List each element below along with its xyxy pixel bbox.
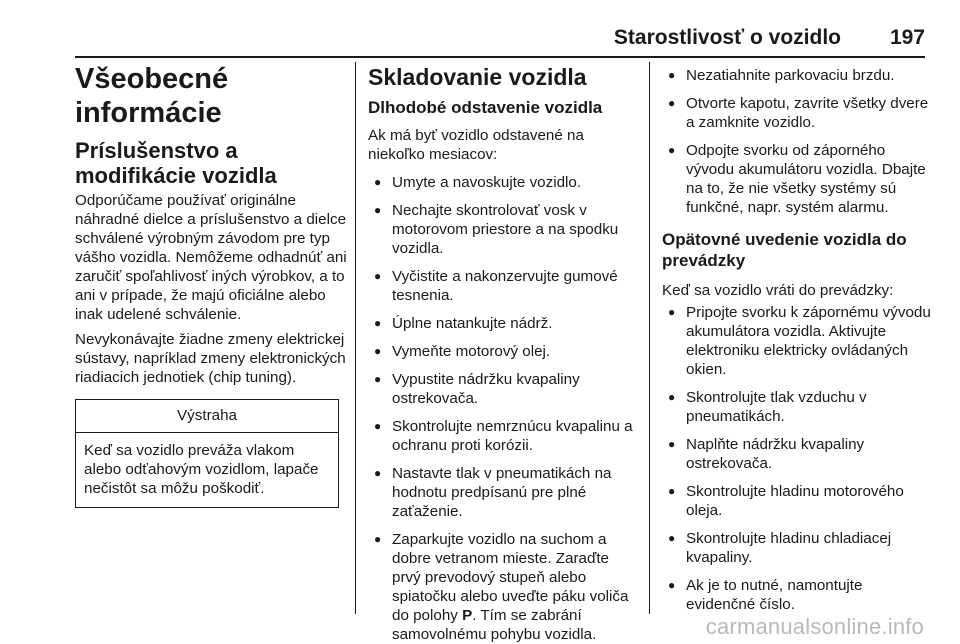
list-item: ● Vymeňte motorový olej. (368, 342, 636, 361)
list-item (368, 530, 636, 644)
list-item: ● Skontrolujte hladinu chladiacej kvapaliny. (662, 529, 932, 567)
warning-body: Keď sa vozidlo preváža vlakom alebo odťahovým vozidlom, lapače nečistôt sa môžu poškodiť. (84, 442, 319, 497)
running-title: Starostlivosť o vozidlo (613, 26, 841, 49)
section-heading-storage: Skladovanie vozidla (368, 64, 587, 90)
list-item: ● Naplňte nádržku kvapaliny ostrekovača. (662, 435, 932, 473)
section-heading-general-info: Všeobecné informácie (75, 63, 229, 129)
list-item: ● Otvorte kapotu, zavrite všetky dvere a zamknite vozidlo. (662, 94, 932, 132)
storage-list-continued (662, 66, 932, 217)
list-item: ● Pripojte svorku k zápornému vývodu akumulátora vozidla. Aktivujte elektroniku elektricky ovládaných okien. (662, 303, 932, 379)
storage-intro: Ak má byť vozidlo odstavené na niekoľko mesiacov: (368, 127, 584, 163)
list-item-text: Zaparkujte vozidlo na suchom a dobre vetranom mieste. Zaraďte prvý prevodový stupeň alebo spiatočku alebo uveďte páku voliča do polohy (392, 531, 629, 624)
gear-position-p: P (462, 607, 473, 624)
list-item: ● Odpojte svorku od záporného vývodu akumulátoru vozidla. Dbajte na to, že nie všetky systémy sú funkčné, napr. systém alarmu. (662, 141, 932, 217)
return-list (662, 303, 932, 614)
list-item: ● Nastavte tlak v pneumatikách na hodnotu predpísanú pre plné zaťaženie. (368, 464, 636, 521)
column-divider-2 (649, 62, 650, 614)
list-item: ● Ak je to nutné, namontujte evidenčné číslo. (662, 576, 932, 614)
warning-box (75, 399, 339, 508)
list-item: ● Úplne natankujte nádrž. (368, 314, 636, 333)
storage-list (368, 173, 636, 644)
list-item: ● Vyčistite a nakonzervujte gumové tesnenia. (368, 267, 636, 305)
list-item: ● Umyte a navoskujte vozidlo. (368, 173, 636, 192)
list-item: ● Nezatiahnite parkovaciu brzdu. (662, 66, 932, 85)
return-intro: Keď sa vozidlo vráti do prevádzky: (662, 282, 894, 299)
list-item: ● Skontrolujte nemrznúcu kvapalinu a ochranu proti korózii. (368, 417, 636, 455)
column-3 (662, 62, 932, 614)
column-2 (368, 62, 636, 644)
page-header (75, 18, 925, 58)
list-item: ● Skontrolujte hladinu motorového oleja. (662, 482, 932, 520)
watermark: carmanualsonline.info (705, 614, 924, 639)
list-item: ● Nechajte skontrolovať vosk v motorovom priestore a na spodku vozidla. (368, 201, 636, 258)
subheading-accessories: Príslušenstvo a modifikácie vozidla (75, 138, 277, 188)
warning-title: Výstraha (76, 400, 338, 433)
page-number: 197 (889, 26, 925, 49)
list-item-text: . Tím se zabrání samovolnému pohybu vozidla. (392, 607, 597, 643)
subheading-long-term: Dlhodobé odstavenie vozidla (368, 98, 603, 117)
list-item: ● Skontrolujte tlak vzduchu v pneumatikách. (662, 388, 932, 426)
list-item: ● Vypustite nádržku kvapaliny ostrekovača. (368, 370, 636, 408)
column-1 (75, 62, 347, 508)
subheading-return-to-service: Opätovné uvedenie vozidla do prevádzky (662, 230, 907, 270)
paragraph-electrical: Nevykonávajte žiadne zmeny elektrickej sústavy, napríklad zmeny elektronických riadiacich jednotiek (chip tuning). (75, 331, 346, 386)
paragraph-accessories: Odporúčame používať originálne náhradné dielce a príslušenstvo a dielce schválené výrobným závodom pre typ vášho vozidla. Nemôžeme odhadnúť ani zaručiť spoľahlivosť iných výrobkov, a to ani v prípade, že majú oficiálne alebo inak udelené schválenie. (75, 192, 347, 323)
column-divider-1 (355, 62, 356, 614)
